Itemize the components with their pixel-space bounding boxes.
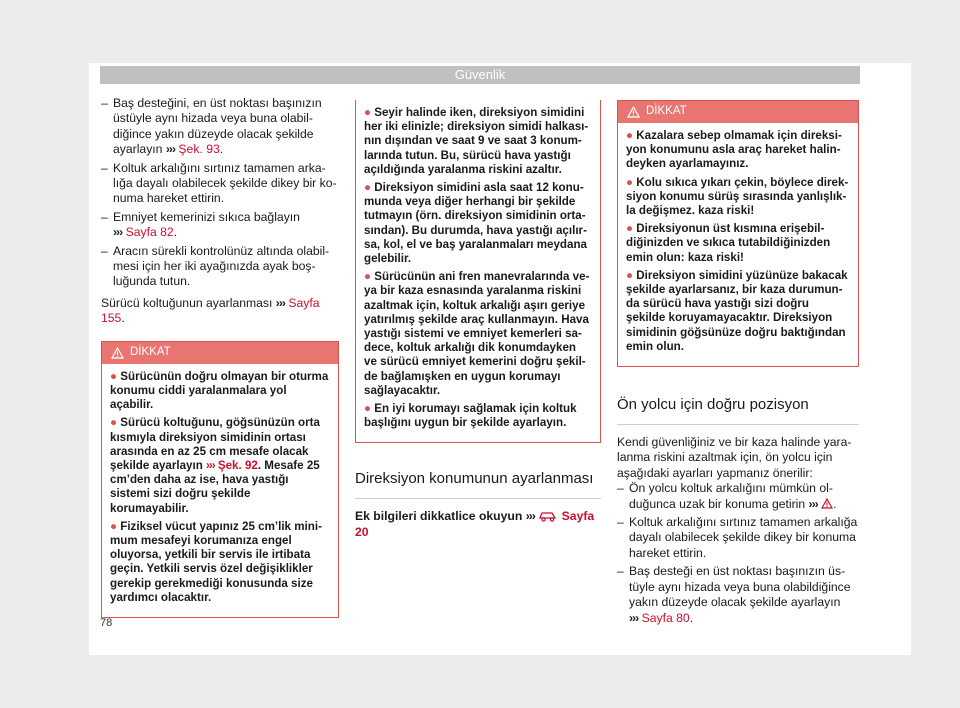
warning-text: En iyi korumayı sağlamak için koltuk başlığını uygun bir şekilde ayarlayın. bbox=[364, 402, 577, 430]
bullet-icon: ● bbox=[364, 181, 372, 195]
warning-header bbox=[618, 101, 858, 123]
warning-paragraph bbox=[626, 176, 850, 219]
dash-marker: – bbox=[617, 564, 624, 579]
bullet-icon: ● bbox=[626, 175, 634, 189]
warning-paragraph bbox=[364, 106, 592, 177]
warning-paragraph bbox=[364, 402, 592, 430]
ref-arrow: ››› bbox=[275, 295, 285, 310]
list-item bbox=[101, 244, 339, 290]
list-item bbox=[101, 210, 339, 241]
bullet-icon: ● bbox=[110, 519, 118, 533]
page-link[interactable]: Sayfa 20 bbox=[355, 509, 595, 539]
bullet-icon: ● bbox=[364, 402, 372, 416]
warning-text: Direksiyon simidini asla saat 12 konumunda veya diğer herhangi bir şekilde tutmayın (örn. direksiyon simidinin ortasından). Bu durumda, hava yastığı açılırsa, kol, el ve baş yaralanmaları meydana gelebilir. bbox=[364, 181, 587, 266]
column-left bbox=[101, 96, 339, 618]
item-text: Baş desteği en üst noktası başınızın üstüyle aynı hizada veya buna olabildiğince yakın düzeyde olacak şekilde ayarlayın bbox=[629, 564, 851, 610]
warning-header bbox=[102, 342, 338, 364]
warning-text: Sürücünün doğru olmayan bir oturma konumu ciddi yaralanmalara yol açabilir. bbox=[110, 369, 329, 412]
warning-text: Direksiyonun üst kısmına erişebildiğinizden ve sıkıca tutabildiğinizden emin olun: kaza riski! bbox=[626, 222, 831, 264]
bullet-icon: ● bbox=[626, 222, 634, 236]
header-title: Güvenlik bbox=[454, 67, 506, 82]
item-post: . bbox=[833, 496, 837, 511]
dash-marker: – bbox=[617, 481, 624, 496]
figure-link[interactable]: Şek. 93 bbox=[178, 142, 220, 157]
ref-arrow: ››› bbox=[629, 610, 639, 625]
page-number: 78 bbox=[100, 617, 113, 629]
warning-text: Sürücü koltuğunu, göğsünüzün orta kısmıyla direksiyon simidinin ortası arasında en az 25 cm mesafe olacak şekilde ayarlayın bbox=[110, 416, 320, 472]
paragraph-text: Sürücü koltuğunun ayarlanması bbox=[101, 295, 273, 310]
warning-paragraph bbox=[626, 222, 850, 265]
item-text: Emniyet kemerinizi sıkıca bağlayın bbox=[113, 209, 300, 224]
warning-title: DİKKAT bbox=[130, 345, 171, 358]
warning-triangle-icon bbox=[111, 347, 124, 359]
warning-paragraph bbox=[110, 370, 330, 413]
warning-triangle-icon[interactable] bbox=[821, 498, 833, 509]
warning-paragraph bbox=[364, 181, 592, 266]
bullet-icon: ● bbox=[110, 369, 118, 383]
item-text: Koltuk arkalığını sırtınız tamamen arkalığa dayalı olabilecek şekilde dikey bir konuma hareket ettirin. bbox=[113, 160, 337, 206]
section-title: Ön yolcu için doğru pozisyon bbox=[617, 395, 859, 425]
page-header bbox=[100, 66, 860, 84]
dash-marker: – bbox=[101, 160, 108, 175]
list-item bbox=[617, 564, 859, 626]
warning-paragraph bbox=[110, 520, 330, 605]
list-item bbox=[617, 481, 859, 512]
bullet-icon: ● bbox=[626, 129, 634, 142]
dash-marker: – bbox=[617, 515, 624, 530]
list-item bbox=[101, 96, 339, 158]
warning-text: . Mesafe 25 cm’den daha az ise, hava yastığı sistemi sizi doğru şekilde korumayabilir. bbox=[110, 458, 320, 515]
dash-marker: – bbox=[101, 243, 108, 258]
paragraph bbox=[101, 296, 339, 327]
paragraph-post: . bbox=[121, 311, 125, 326]
section-title: Direksiyon konumunun ayarlanması bbox=[355, 469, 601, 499]
figure-link[interactable]: Şek. 92 bbox=[217, 458, 258, 472]
item-post: . bbox=[689, 610, 694, 625]
warning-paragraph bbox=[110, 416, 330, 515]
item-text: Baş desteğini, en üst noktası başınızın üstüyle aynı hizada veya buna olabildiğince yakın düzeyde olacak şekilde ayarlayın bbox=[113, 96, 322, 157]
page-link[interactable]: Sayfa 80 bbox=[641, 610, 690, 625]
list-item bbox=[617, 515, 859, 561]
warning-text: Direksiyon simidini yüzünüze bakacak şekilde ayarlarsanız, bir kaza durumunda sürücü hava yastığı sizi doğru şekilde koruyamayacaktır. Direksiyon simidinin göğsünüze doğru baktığından emin olun. bbox=[626, 268, 848, 353]
ref-arrow: ››› bbox=[113, 225, 123, 240]
warning-text: Fiziksel vücut yapınız 25 cm’lik minimum mesafeyi korumanıza engel oluyorsa, yetkili bir servis ile irtibata geçin. Yetkili servis özel değişiklikler gerekip gerekmediği konusunda size yardımcı olacaktır. bbox=[110, 519, 322, 604]
warning-paragraph bbox=[626, 129, 850, 172]
warning-text: Seyir halinde iken, direksiyon simidini her iki elinizle; direksiyon simidi halkasının dışından ve saat 9 ve saat 3 konumlarında tutun. Bu, sürücü hava yastığı açıldığında yaralanma riskini azaltır. bbox=[364, 106, 589, 176]
item-text: Ön yolcu koltuk arkalığını mümkün olduğunca uzak bir konuma getirin bbox=[629, 481, 833, 511]
warning-body bbox=[102, 364, 338, 605]
ref-arrow: ››› bbox=[525, 509, 535, 524]
warning-paragraph bbox=[364, 270, 592, 398]
warning-box-continued bbox=[355, 100, 601, 443]
column-right bbox=[617, 96, 859, 629]
warning-body bbox=[618, 123, 858, 354]
dash-marker: – bbox=[101, 209, 108, 224]
warning-title: DİKKAT bbox=[646, 105, 687, 118]
page-link[interactable]: Sayfa 155 bbox=[101, 295, 320, 326]
page-link[interactable]: Sayfa 82 bbox=[125, 225, 174, 240]
warning-body bbox=[356, 100, 600, 430]
intro-paragraph: Kendi güvenliğiniz ve bir kaza halinde yaralanma riskini azaltmak için, ön yolcu için aşağıdaki ayarları yapmanız önerilir: bbox=[617, 435, 852, 480]
item-text: Koltuk arkalığını sırtınız tamamen arkalığa dayalı olabilecek şekilde dikey bir konuma hareket ettirin. bbox=[629, 515, 858, 560]
warning-triangle-icon bbox=[627, 106, 640, 118]
warning-paragraph bbox=[626, 269, 850, 354]
warning-box bbox=[101, 341, 339, 618]
dash-marker: – bbox=[101, 96, 108, 110]
warning-text: Kazalara sebep olmamak için direksiyon konumunu asla araç hareket halindeyken ayarlamayınız. bbox=[626, 129, 842, 171]
bullet-icon: ● bbox=[110, 416, 118, 430]
car-book-icon bbox=[538, 509, 558, 522]
warning-text: Kolu sıkıca yıkarı çekin, böylece direksiyon konumu sürüş sırasında yanlışlıkla değişmez. kaza riski! bbox=[626, 175, 849, 218]
warning-text: Sürücünün ani fren manevralarında veya bir kaza esnasında yaralanma riskini azaltmak için, koltuk arkalığı aşırı geriye yatırılmış şekilde araç kullanmayın. Hava yastığı sistemi ve emniyet kemerleri sadece, koltuk arkalığı dik konumdayken ve sürücü emniyet kemerini doğru şekilde bağlamışken en uygun korumayı sağlayacaktır. bbox=[364, 270, 590, 397]
item-text: Aracın sürekli kontrolünüz altında olabilmesi için her iki ayağınızda ayak boşluğunda tutun. bbox=[113, 243, 330, 289]
bullet-icon: ● bbox=[364, 270, 372, 284]
bullet-icon: ● bbox=[626, 268, 634, 282]
ref-arrow: ››› bbox=[808, 496, 818, 511]
ref-arrow: ››› bbox=[206, 458, 215, 472]
info-text: Ek bilgileri dikkatlice okuyun bbox=[355, 509, 523, 524]
column-middle bbox=[355, 96, 601, 540]
additional-info bbox=[355, 509, 601, 540]
bullet-icon: ● bbox=[364, 106, 372, 119]
list-item bbox=[101, 161, 339, 207]
ref-arrow: ››› bbox=[165, 142, 176, 157]
warning-box bbox=[617, 100, 859, 367]
item-post: . bbox=[173, 225, 178, 240]
item-post: . bbox=[219, 142, 224, 157]
